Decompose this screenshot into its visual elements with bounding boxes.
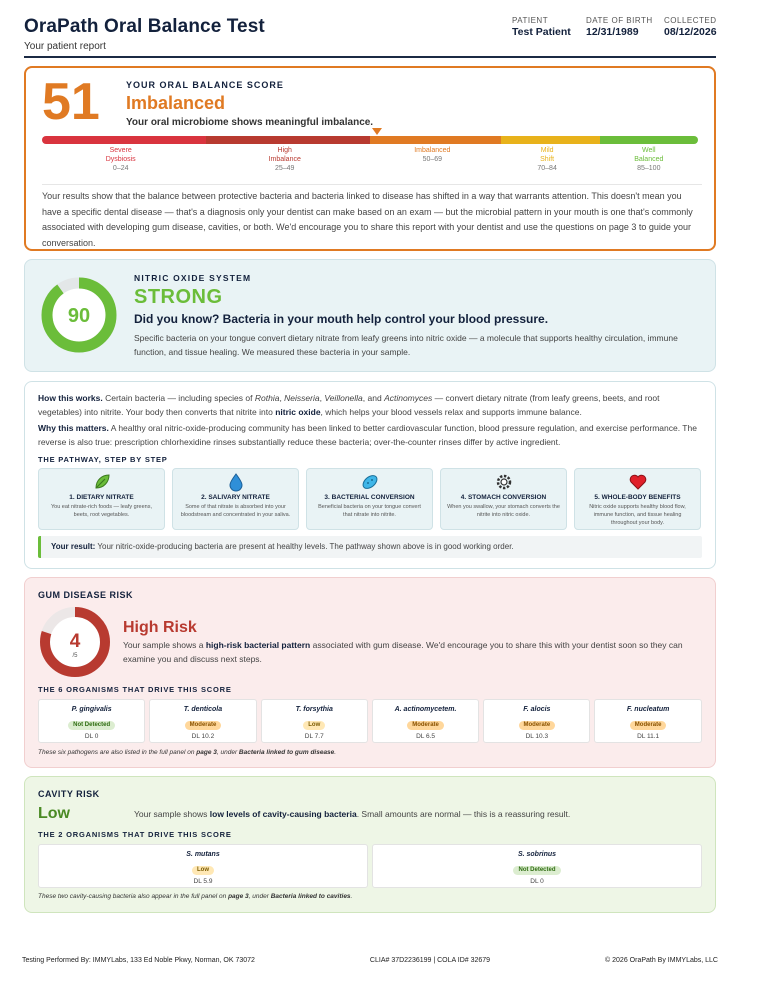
organism-name: F. nucleatum — [626, 706, 670, 713]
balance-score: 51 — [42, 73, 100, 131]
organism-name: P. gingivalis — [71, 706, 112, 713]
scale-segment-label: Well Balanced 85–100 — [634, 147, 664, 172]
scale-segment-label: Severe Dysbiosis 0–24 — [105, 147, 136, 172]
patient-value: Test Patient — [512, 26, 571, 38]
page-footer — [22, 957, 718, 964]
organism-name: S. mutans — [186, 851, 220, 858]
gear-icon — [494, 472, 514, 492]
organism-dl: DL 7.7 — [304, 733, 324, 740]
organism-card — [261, 699, 368, 743]
gum-note: These six pathogens are also listed in the full panel on page 3, under Bacteria linked to gum disease. — [38, 749, 337, 756]
why-paragraph: Why this matters. A healthy oral nitric-oxide-producing community has been linked to better cardiovascular function, blood pressure regulation, and exercise performance. The reverse is also true: prescription chlorhexidine rinses substantially reduce these bacteria; over-the-counter rinses differ by active ingredient. — [38, 423, 697, 447]
collected-label: COLLECTED — [664, 16, 717, 25]
organism-dl: DL 5.9 — [193, 878, 213, 885]
nitric-result: Your result: Your nitric-oxide-producing bacteria are present at healthy levels. The pathway shown above is in good working order. — [38, 536, 702, 558]
organism-card — [594, 699, 701, 743]
how-paragraph: How this works. Certain bacteria — including species of Rothia, Neisseria, Veillonella, and Actinomyces — convert dietary nitrate (from leafy greens, beets, and root vegetables) into nitrite. Your body then converts that nitrite into nitric oxide, which helps your blood vessels relax and supports immune balance. — [38, 393, 660, 417]
organism-name: S. sobrinus — [517, 851, 557, 858]
organism-status-badge: Moderate — [630, 721, 667, 730]
footer-clia: CLIA# 37D2236199 | COLA ID# 32679 — [369, 957, 491, 964]
report-header — [24, 16, 716, 58]
organism-name: F. alocis — [523, 706, 551, 713]
oral-balance-card — [24, 66, 716, 251]
pathway-step-4: 4. STOMACH CONVERSION When you swallow, your stomach converts the nitrite into nitric oxide. — [440, 468, 567, 530]
organism-card — [149, 699, 256, 743]
scale-segment-label: High Imbalance 25–49 — [268, 147, 301, 172]
scale-segment — [206, 136, 370, 144]
patient-meta — [512, 16, 571, 38]
organism-name: T. denticola — [183, 706, 223, 713]
footer-lab: Testing Performed By: IMMYLabs, 133 Ed Noble Pkwy, Norman, OK 73072 — [22, 957, 255, 964]
scale-segment-label: Imbalanced 50–69 — [414, 147, 451, 163]
leaf-icon — [92, 472, 112, 492]
collected-meta — [664, 16, 717, 38]
cavity-organisms-heading: THE 2 ORGANISMS THAT DRIVE THIS SCORE — [38, 830, 232, 839]
nitric-oxide-card — [24, 259, 716, 372]
cavity-organism-list — [38, 844, 702, 888]
gum-disease-card — [24, 577, 716, 768]
organism-card — [483, 699, 590, 743]
nitric-body: Specific bacteria on your tongue convert dietary nitrate from leafy greens into nitric oxide — a molecule that supports healthy circulation, immune function, and tissue healing. We measured these bacteria in your sample. — [134, 333, 678, 357]
cavity-note: These two cavity-causing bacteria also appear in the full panel on page 3, under Bacteria linked to cavities. — [38, 893, 353, 900]
organism-dl: DL 10.2 — [191, 733, 215, 740]
organism-card — [372, 844, 702, 888]
organism-card — [38, 844, 368, 888]
how-label: How this works. — [38, 393, 103, 403]
cavity-body: Your sample shows low levels of cavity-causing bacteria. Small amounts are normal — this is a reassuring result. — [134, 809, 571, 819]
balance-body: Your results show that the balance between protective bacteria and bacteria linked to disease has shifted in a way that warrants attention. This doesn't mean you have a specific dental disease — that's a diagnosis only your dentist can make based on an exam — but the microbial pattern in your mouth is one that's commonly associated with developing gum disease, cavities, or both. We'd encourage you to share this report with your dentist and use the questions on page 3 to guide your conversation. — [42, 184, 702, 251]
nitric-pathway-card — [24, 381, 716, 569]
organism-card — [372, 699, 479, 743]
nitric-score: 90 — [67, 305, 91, 327]
gum-heading: GUM DISEASE RISK — [38, 590, 134, 600]
gum-organism-list — [38, 699, 702, 743]
balance-state: Imbalanced — [126, 93, 226, 113]
balance-scale-bar — [42, 136, 698, 144]
gum-organisms-heading: THE 6 ORGANISMS THAT DRIVE THIS SCORE — [38, 685, 232, 694]
dob-value: 12/31/1989 — [586, 26, 639, 38]
organism-status-badge: Low — [303, 721, 325, 730]
organism-status-badge: Moderate — [407, 721, 444, 730]
collected-value: 08/12/2026 — [664, 26, 717, 38]
organism-status-badge: Low — [192, 866, 214, 875]
nitric-score-ring — [40, 276, 118, 354]
scale-segment — [600, 136, 698, 144]
scale-segment-label: Mild Shift 70–84 — [537, 147, 557, 172]
footer-copyright: © 2026 OraPath By IMMYLabs, LLC — [605, 957, 718, 964]
organism-status-badge: Moderate — [185, 721, 222, 730]
scale-segment — [501, 136, 599, 144]
organism-status-badge: Not Detected — [513, 866, 560, 875]
gum-state: High Risk — [123, 619, 197, 636]
bacteria-icon — [360, 472, 380, 492]
why-label: Why this matters. — [38, 423, 109, 433]
organism-name: A. actinomycetem. — [394, 706, 457, 713]
organism-status-badge: Not Detected — [68, 721, 115, 730]
pathway-step-2: 2. SALIVARY NITRATE Some of that nitrate is absorbed into your bloodstream and concentrated in your saliva. — [172, 468, 299, 530]
organism-dl: DL 0 — [84, 733, 99, 740]
organism-name: T. forsythia — [295, 706, 333, 713]
cavity-risk-card — [24, 776, 716, 913]
nitric-label: NITRIC OXIDE SYSTEM — [134, 273, 252, 283]
nitric-state: STRONG — [134, 286, 223, 308]
pathway-step-3: 3. BACTERIAL CONVERSION Beneficial bacteria on your tongue convert that nitrate into nitrite. — [306, 468, 433, 530]
score-pointer-icon — [372, 128, 382, 135]
balance-summary: Your oral microbiome shows meaningful imbalance. — [126, 117, 374, 128]
cavity-heading: CAVITY RISK — [38, 789, 100, 799]
cavity-state: Low — [38, 805, 70, 822]
gum-score: 4 — [69, 631, 81, 652]
organism-status-badge: Moderate — [519, 721, 556, 730]
organism-dl: DL 11.1 — [637, 733, 660, 740]
gum-score-ring — [38, 605, 112, 679]
organism-dl: DL 10.3 — [525, 733, 549, 740]
pathway-step-5: 5. WHOLE-BODY BENEFITS Nitric oxide supports healthy blood flow, immune function, and tissue healing throughout your body. — [574, 468, 701, 530]
droplet-icon — [226, 472, 246, 492]
pathway-heading: THE PATHWAY, STEP BY STEP — [38, 455, 168, 464]
gum-score-denominator: /5 — [72, 653, 78, 659]
organism-dl: DL 0 — [530, 878, 544, 885]
organism-card — [38, 699, 145, 743]
result-label: Your result: — [51, 542, 96, 551]
patient-label: PATIENT — [512, 16, 549, 25]
balance-label: YOUR ORAL BALANCE SCORE — [126, 80, 284, 90]
dob-meta — [586, 16, 653, 38]
nitric-question: Did you know? Bacteria in your mouth help control your blood pressure. — [134, 312, 549, 326]
gum-body: Your sample shows a high-risk bacterial pattern associated with gum disease. We'd encourage you to share this with your dentist soon so they can examine you and discuss next steps. — [123, 640, 683, 664]
pathway-step-1: 1. DIETARY NITRATE You eat nitrate-rich foods — leafy greens, beets, root vegetables. — [38, 468, 165, 530]
scale-segment — [370, 136, 501, 144]
report-title: OraPath Oral Balance Test — [24, 16, 265, 37]
report-subtitle: Your patient report — [24, 41, 106, 52]
heart-icon — [628, 472, 648, 492]
organism-dl: DL 6.5 — [416, 733, 435, 740]
scale-segment — [42, 136, 206, 144]
dob-label: DATE OF BIRTH — [586, 16, 653, 25]
